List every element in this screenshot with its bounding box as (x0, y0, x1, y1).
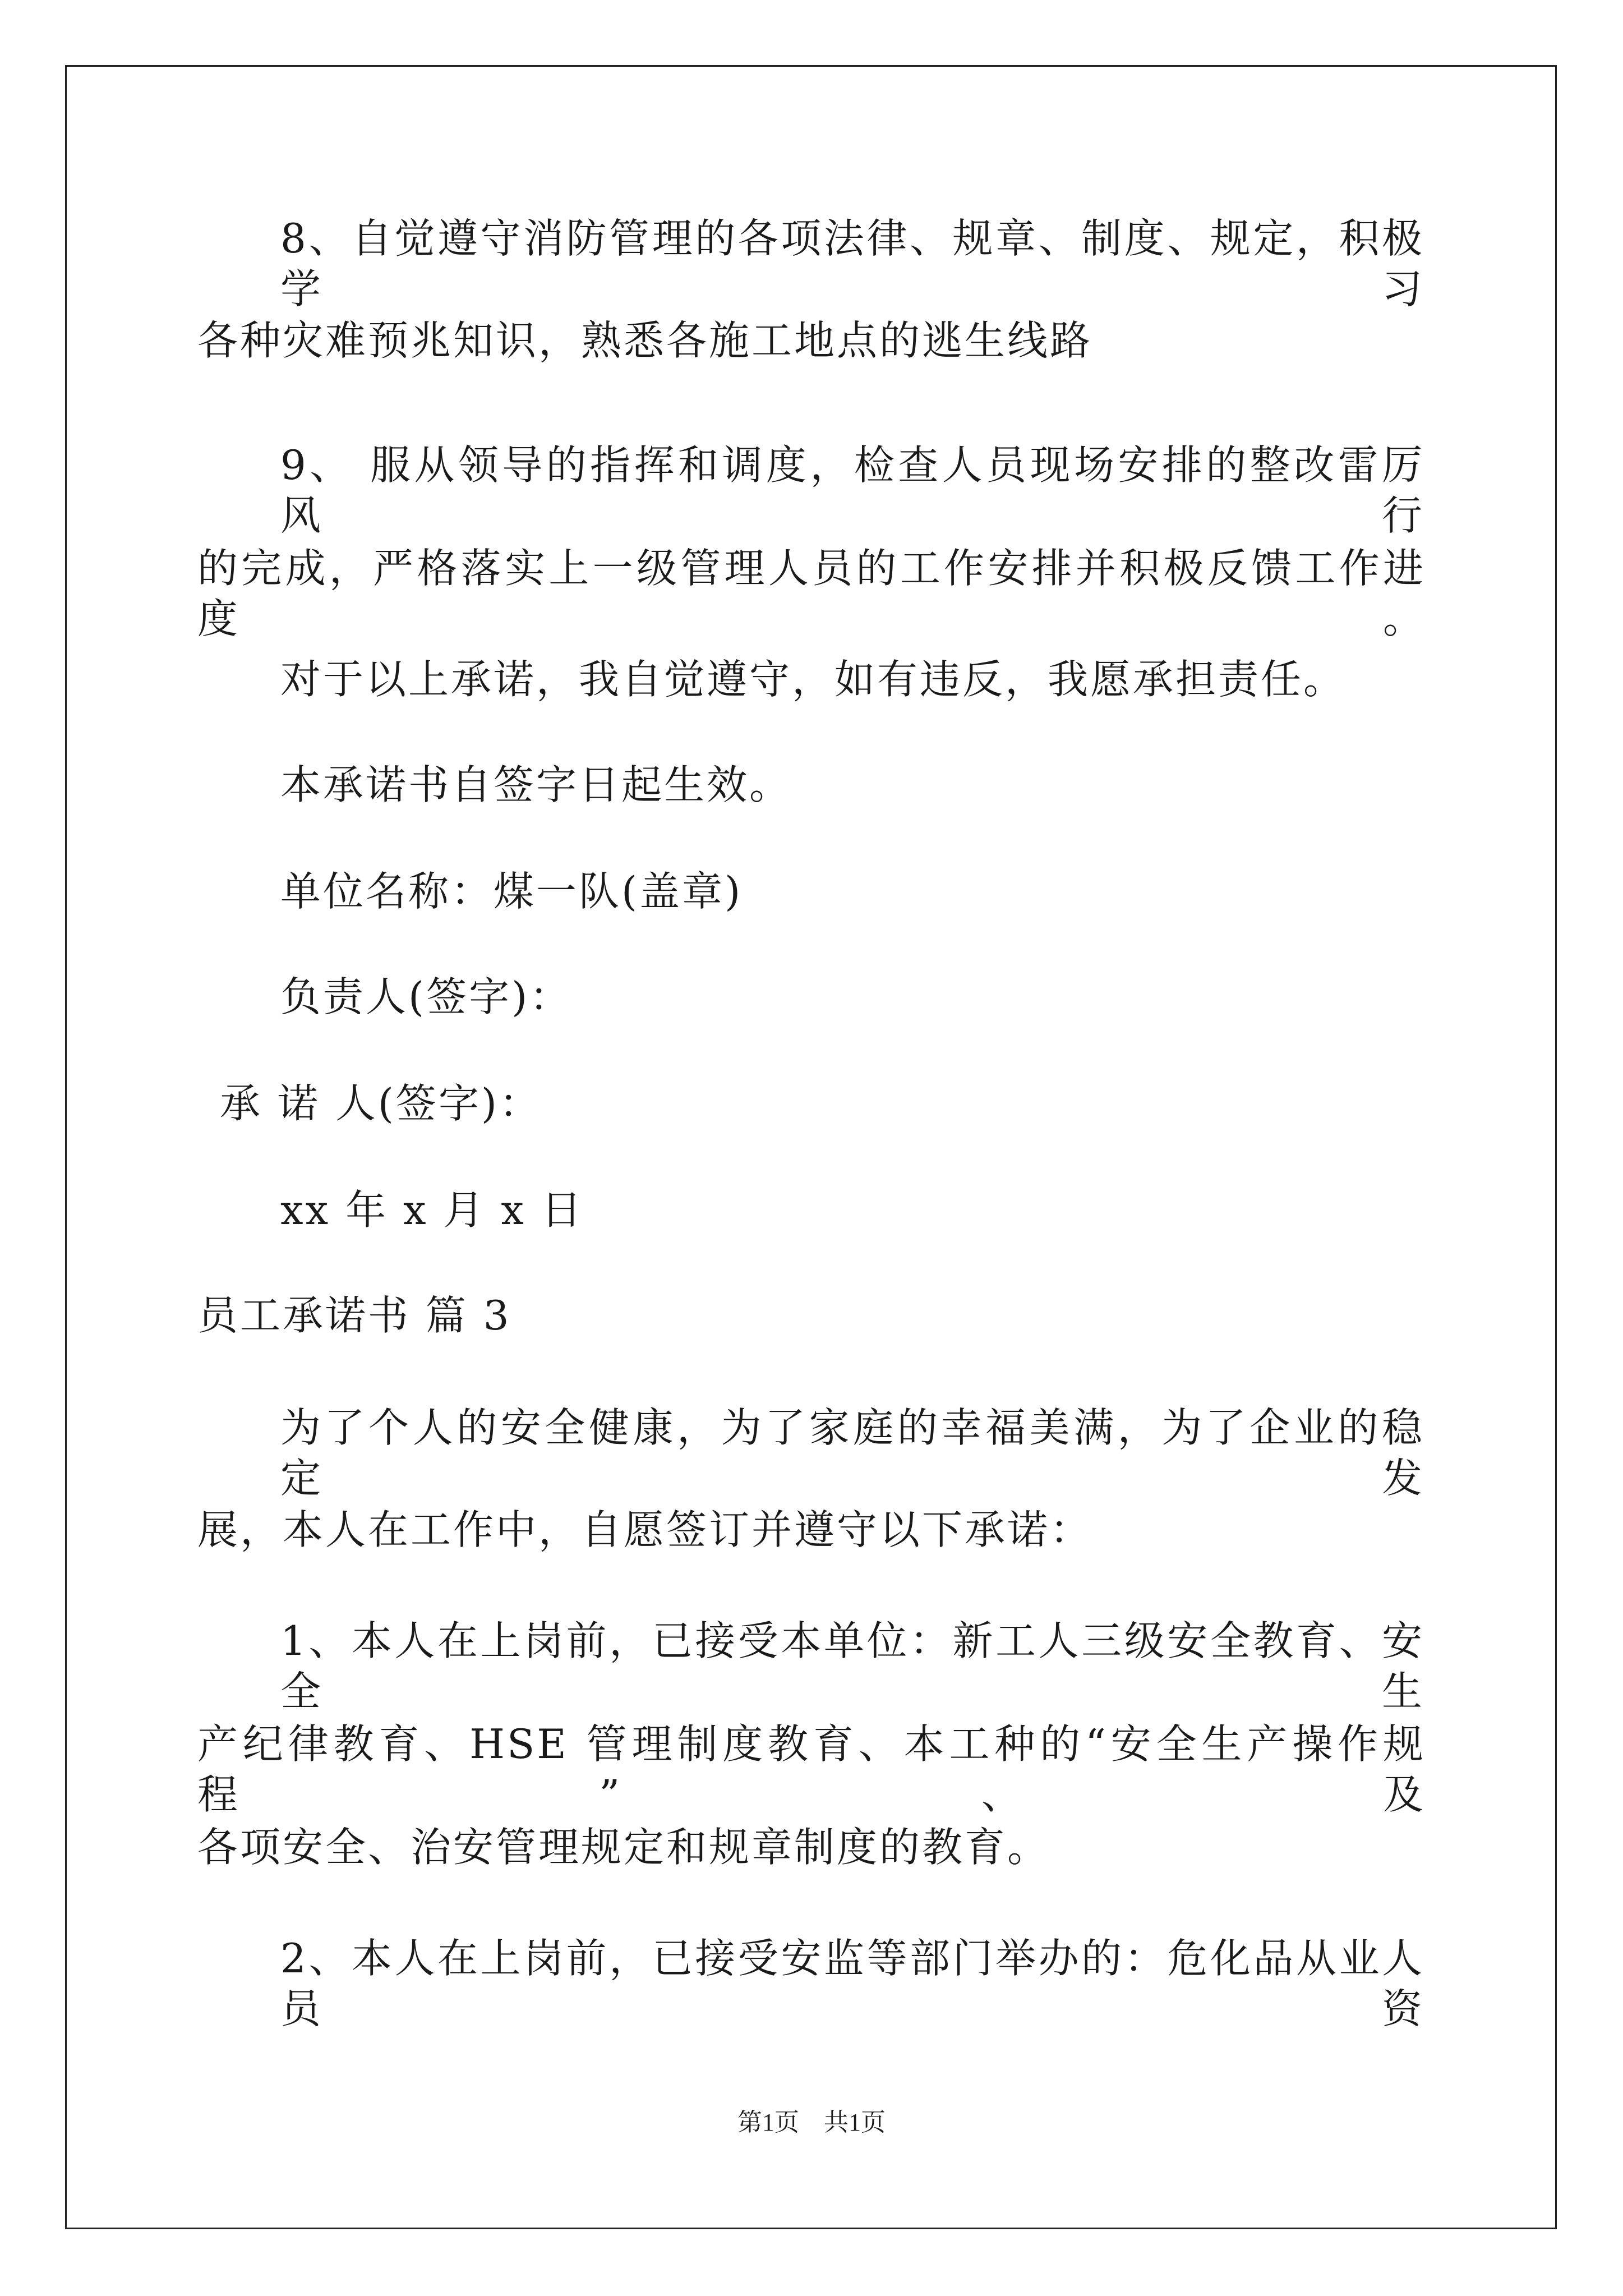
section-heading: 员工承诺书 篇 3 (197, 1292, 511, 1339)
text-line: 1、本人在上岗前，已接受本单位：新工人三级安全教育、安全生 (280, 1617, 1424, 1715)
text-line: 本承诺书自签字日起生效。 (280, 761, 792, 808)
text-line: 各项安全、治安管理规定和规章制度的教育。 (197, 1824, 1050, 1871)
text-line: 产纪律教育、HSE 管理制度教育、本工种的“安全生产操作规程”、及 (197, 1720, 1426, 1818)
signature-promisor: 承 诺 人(签字)： (220, 1080, 542, 1127)
text-line: 对于以上承诺，我自觉遵守，如有违反，我愿承担责任。 (280, 656, 1347, 703)
signature-responsible-person: 负责人(签字)： (280, 973, 573, 1020)
page-number-footer: 第1页 共1页 (737, 2109, 886, 2136)
page-border (65, 65, 1557, 2229)
signature-unit-name: 单位名称：煤一队(盖章) (280, 868, 743, 915)
signature-date: xx 年 x 月 x 日 (280, 1186, 584, 1234)
text-line: 展，本人在工作中，自愿签订并遵守以下承诺： (197, 1506, 1093, 1553)
text-line: 8、自觉遵守消防管理的各项法律、规章、制度、规定，积极学习 (280, 215, 1424, 312)
text-line: 9、 服从领导的指挥和调度，检查人员现场安排的整改雷厉风行 (280, 441, 1424, 539)
text-line: 2、本人在上岗前，已接受安监等部门举办的：危化品从业人员资 (280, 1935, 1424, 2032)
text-line: 为了个人的安全健康，为了家庭的幸福美满，为了企业的稳定发 (280, 1404, 1424, 1502)
text-line: 各种灾难预兆知识，熟悉各施工地点的逃生线路 (197, 317, 1093, 364)
text-line: 的完成，严格落实上一级管理人员的工作安排并积极反馈工作进度。 (197, 545, 1426, 642)
